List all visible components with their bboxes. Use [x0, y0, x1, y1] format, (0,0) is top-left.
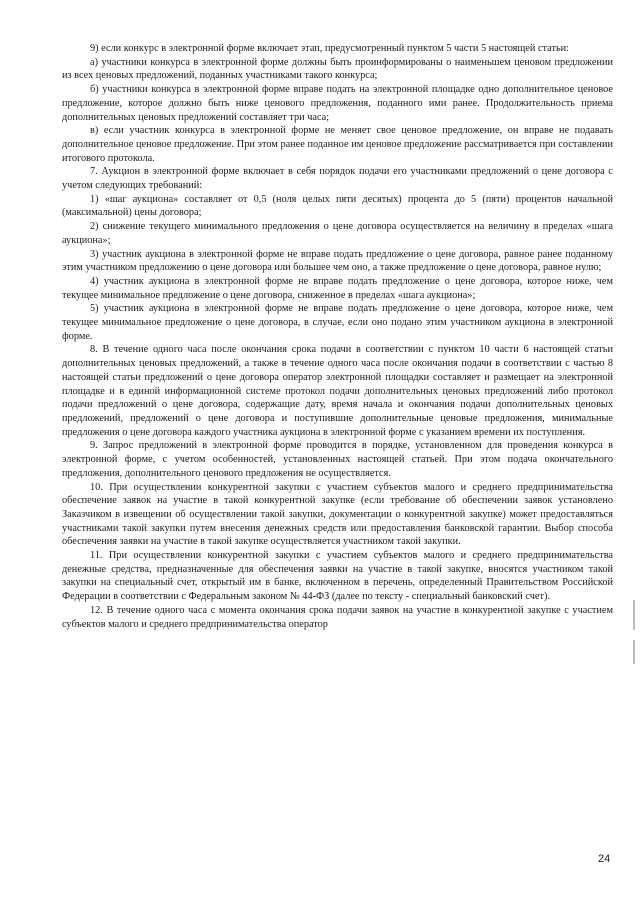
paragraph-9b: б) участники конкурса в электронной форме вправе подать на электронной площадке одно дополнительное ценовое предложение, которое должно быть ниже ценового предложения, поданного ими ранее. Продолжительность приема дополнительных ценовых предложений составляет три часа; — [62, 84, 613, 123]
paragraph-9-request: 9. Запрос предложений в электронной форме проводится в порядке, установленном для проведения конкурса в электронной форме, с учетом особенностей, установленных настоящей статьей. При этом подача окончательного предложения, дополнительного ценового предложения не осуществляется. — [62, 440, 613, 479]
paragraph-7-2: 2) снижение текущего минимального предложения о цене договора осуществляется на величину в пределах «шага аукциона»; — [62, 221, 613, 246]
paragraph-7-1: 1) «шаг аукциона» составляет от 0,5 (ноля целых пяти десятых) процента до 5 (пяти) процентов начальной (максимальной) цены договора; — [62, 193, 613, 219]
scan-artifact-mark — [633, 600, 635, 630]
paragraph-7-5: 5) участник аукциона в электронной форме не вправе подать предложение о цене договора, которое ниже, чем текущее минимальное предложение о цене договора, в случае, если оно подано этим участником аукциона в электронной форме. — [62, 303, 613, 342]
paragraph-9c: в) если участник конкурса в электронной форме не меняет свое ценовое предложение, он вправе не подавать дополнительное ценовое предложение. При этом ранее поданное им ценовое предложение рассматривается при составлении итогового протокола. — [62, 125, 613, 164]
paragraph-8-protocol: 8. В течение одного часа после окончания срока подачи в соответствии с пунктом 10 части 6 настоящей статьи дополнительных ценовых предложений, а также в течение одного часа после окончания подачи в соответствии с частью 8 настоящей статьи предложений о цене договора оператор электронной площадки составляет и размещает на электронной площадке и в единой информационной системе протокол подачи дополнительных ценовых предложений либо протокол подачи предложений о цене договора, содержащие дату, время начала и окончания подачи дополнительных ценовых предложений, предложений о цене договора и поступившие дополнительные ценовые предложения, минимальные предложения о цене договора каждого участника аукциона в электронной форме с указанием времени их поступления. — [62, 344, 613, 438]
paragraph-7-3: 3) участник аукциона в электронной форме не вправе подать предложение о цене договора, равное ранее поданному этим участником предложению о цене договора или большее чем оно, а также предложение о цене договора, равное нулю; — [62, 248, 613, 274]
paragraph-12-one-hour: 12. В течение одного часа с момента окончания срока подачи заявок на участие в конкурентной закупке с участием субъектов малого и среднего предпринимательства оператор — [62, 604, 613, 630]
paragraph-7-4: 4) участник аукциона в электронной форме не вправе подать предложение о цене договора, которое ниже, чем текущее минимальное предложение о цене договора, сниженное в пределах «шага аукциона»; — [62, 275, 613, 301]
paragraph-11-special-account: 11. При осуществлении конкурентной закупки с участием субъектов малого и среднего предпринимательства денежные средства, предназначенные для обеспечения заявки на участие в такой закупке, вносятся участником такой закупки на специальный счет, открытый им в банке, включенном в перечень, определенный Правительством Российской Федерации в соответствии с Федеральным законом № 44-ФЗ (далее по тексту - специальный банковский счет). — [62, 550, 613, 603]
scan-artifact-mark — [633, 640, 635, 664]
paragraph-9a: а) участники конкурса в электронной форме должны быть проинформированы о наименьшем ценовом предложении из всех ценовых предложений, поданных участниками такого конкурса; — [62, 56, 613, 82]
page-number: 24 — [598, 853, 611, 865]
paragraph-7-auction: 7. Аукцион в электронной форме включает в себя порядок подачи его участниками предложений о цене договора с учетом следующих требований: — [62, 166, 613, 192]
paragraph-9-stage: 9) если конкурс в электронной форме включает этап, предусмотренный пунктом 5 части 5 настоящей статьи: — [90, 43, 570, 54]
document-body — [62, 42, 613, 631]
paragraph-10-security: 10. При осуществлении конкурентной закупки с участием субъектов малого и среднего предпринимательства обеспечение заявок на участие в такой конкурентной закупке (если требование об обеспечении заявок установлено Заказчиком в извещении об осуществлении такой закупки, документации о конкурентной закупке) может предоставляться участниками такой закупки путем внесения денежных средств или предоставления банковской гарантии. Выбор способа обеспечения заявки на участие в такой закупке осуществляется участником такой закупки. — [62, 481, 613, 548]
